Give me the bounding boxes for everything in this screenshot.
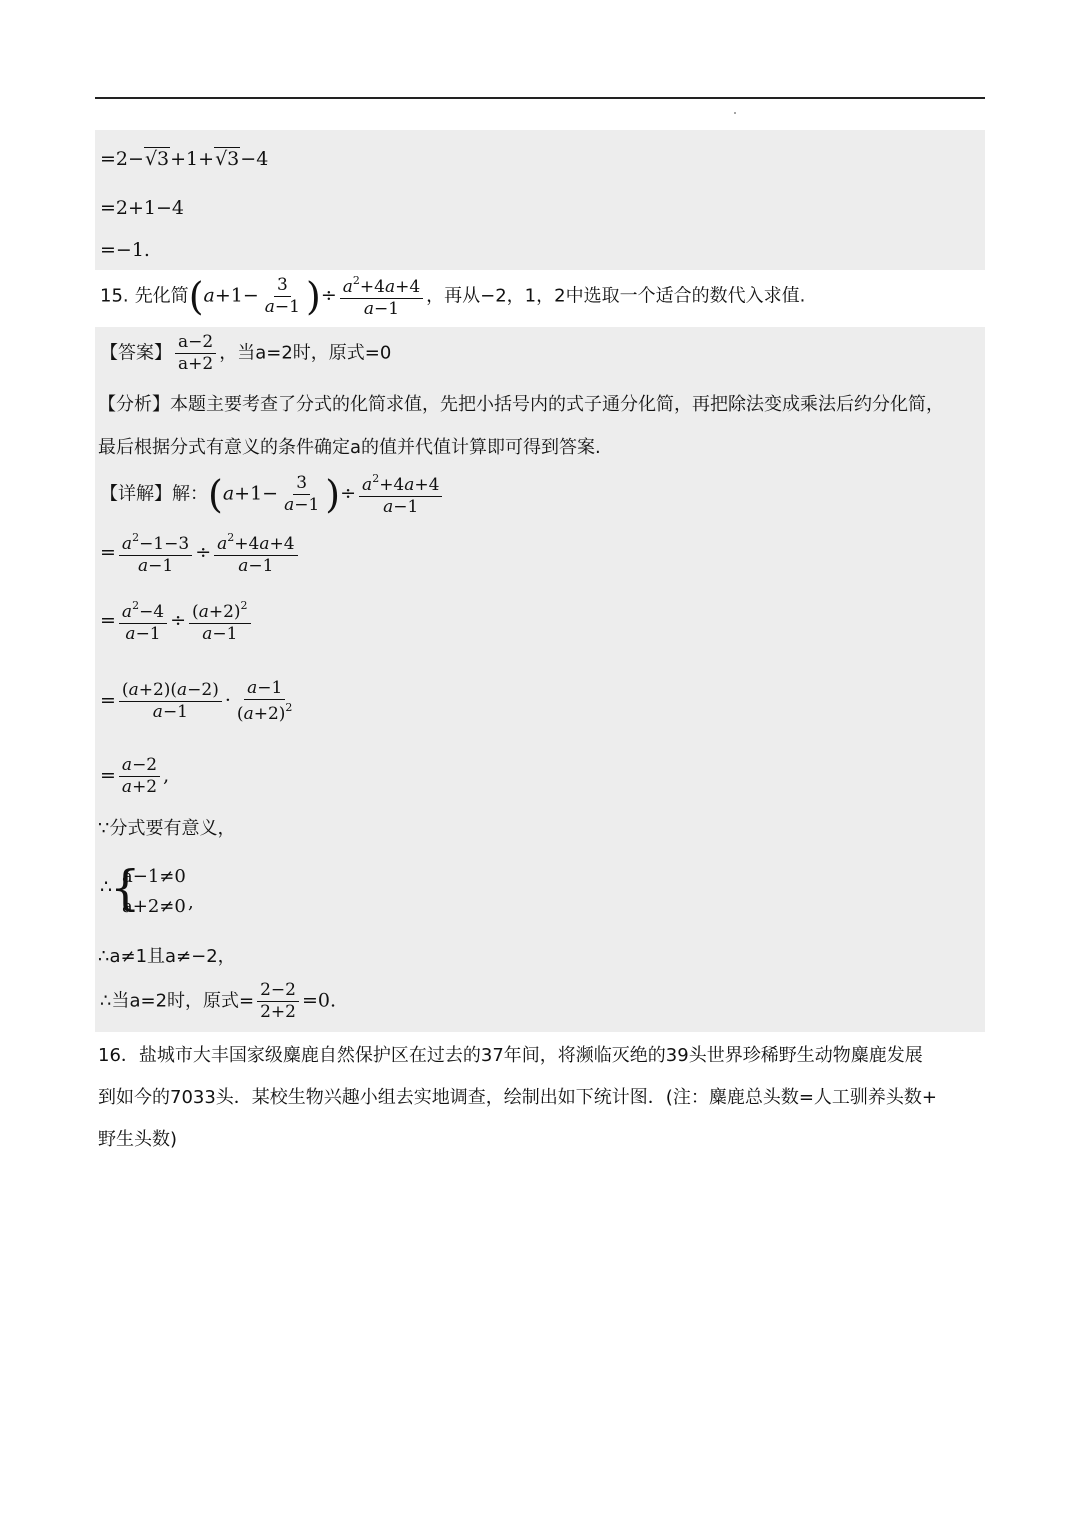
prev-step-1: =2−√3+1+√3−4 — [100, 148, 269, 170]
final-prefix: ∴当a=2时，原式= — [100, 990, 255, 1012]
detail-step-1: = $\frac{a^2-1-3}{a-1}$ ÷ $\frac{a^2+4a+4}{a-1}$ — [100, 532, 301, 575]
question-number: 15. — [100, 285, 129, 307]
detail-line-1: 【详解】解：(a+1− $\frac{3}{a-1}$ )÷ $\frac{a^2+4a+4}{a-1}$ — [100, 473, 445, 516]
header-rule — [95, 97, 985, 99]
system-line-2: a+2≠0 — [122, 896, 186, 917]
detail-label: 【详解】解： — [100, 483, 208, 505]
prev-step-3: =−1. — [100, 239, 150, 261]
analysis-label: 【分析】 — [98, 394, 170, 415]
final-suffix: =0. — [302, 989, 337, 1012]
question-15: 15. 先化简(a+1− $\frac{3}{a-1}$ )÷ $\frac{a^2+4a+4}{a-1}$ ，再从−2，1，2中选取一个适合的数代入求值. — [100, 274, 806, 319]
answer-numerator: a−2 — [175, 334, 216, 354]
header-dot — [734, 112, 736, 114]
analysis-line-2: 最后根据分式有意义的条件确定a的值并代值计算即可得到答案. — [98, 437, 601, 458]
answer-rest: ，当a=2时，原式=0 — [219, 342, 392, 364]
system-comma: , — [188, 892, 194, 913]
condition-intro: ∵分式要有意义， — [98, 818, 236, 839]
question-16-line-2: 到如今的7033头．某校生物兴趣小组去实地调查，绘制出如下统计图．(注：麋鹿总头数=人工驯养头数+ — [98, 1087, 937, 1108]
question-prefix: 先化简 — [134, 285, 189, 307]
final-numerator: 2−2 — [257, 982, 299, 1002]
question-16-line-3: 野生头数) — [98, 1129, 178, 1150]
final-denominator: 2+2 — [260, 1002, 296, 1022]
system-line-1: a−1≠0 — [122, 866, 186, 887]
answer-label: 【答案】 — [100, 342, 172, 364]
range-line: ∴a≠1且a≠−2， — [98, 946, 236, 967]
analysis-line-1: 【分析】本题主要考查了分式的化简求值，先把小括号内的式子通分化简，再把除法变成乘法后约分化简， — [98, 394, 944, 415]
question-16-line-1: 16．盐城市大丰国家级麋鹿自然保护区在过去的37年间，将濒临灭绝的39头世界珍稀野生动物麋鹿发展 — [98, 1045, 923, 1066]
detail-step-2: = $\frac{a^2-4}{a-1}$ ÷ $\frac{(a+2)^2}{a-1}$ — [100, 600, 254, 643]
answer-denominator: a+2 — [178, 354, 214, 374]
question-suffix: ，再从−2，1，2中选取一个适合的数代入求值. — [426, 285, 806, 307]
answer-line — [100, 334, 391, 373]
detail-step-3: = $\frac{(a+2)(a-2)}{a-1}$ · $\frac{a-1}{(a+2)^2}$ — [100, 678, 293, 724]
final-line — [100, 982, 336, 1021]
therefore-symbol: ∴ — [100, 876, 113, 898]
prev-step-2: =2+1−4 — [100, 197, 185, 219]
system-brace: { — [110, 860, 141, 916]
detail-step-4: = $\frac{a-2}{a+2}$ , — [100, 755, 170, 797]
